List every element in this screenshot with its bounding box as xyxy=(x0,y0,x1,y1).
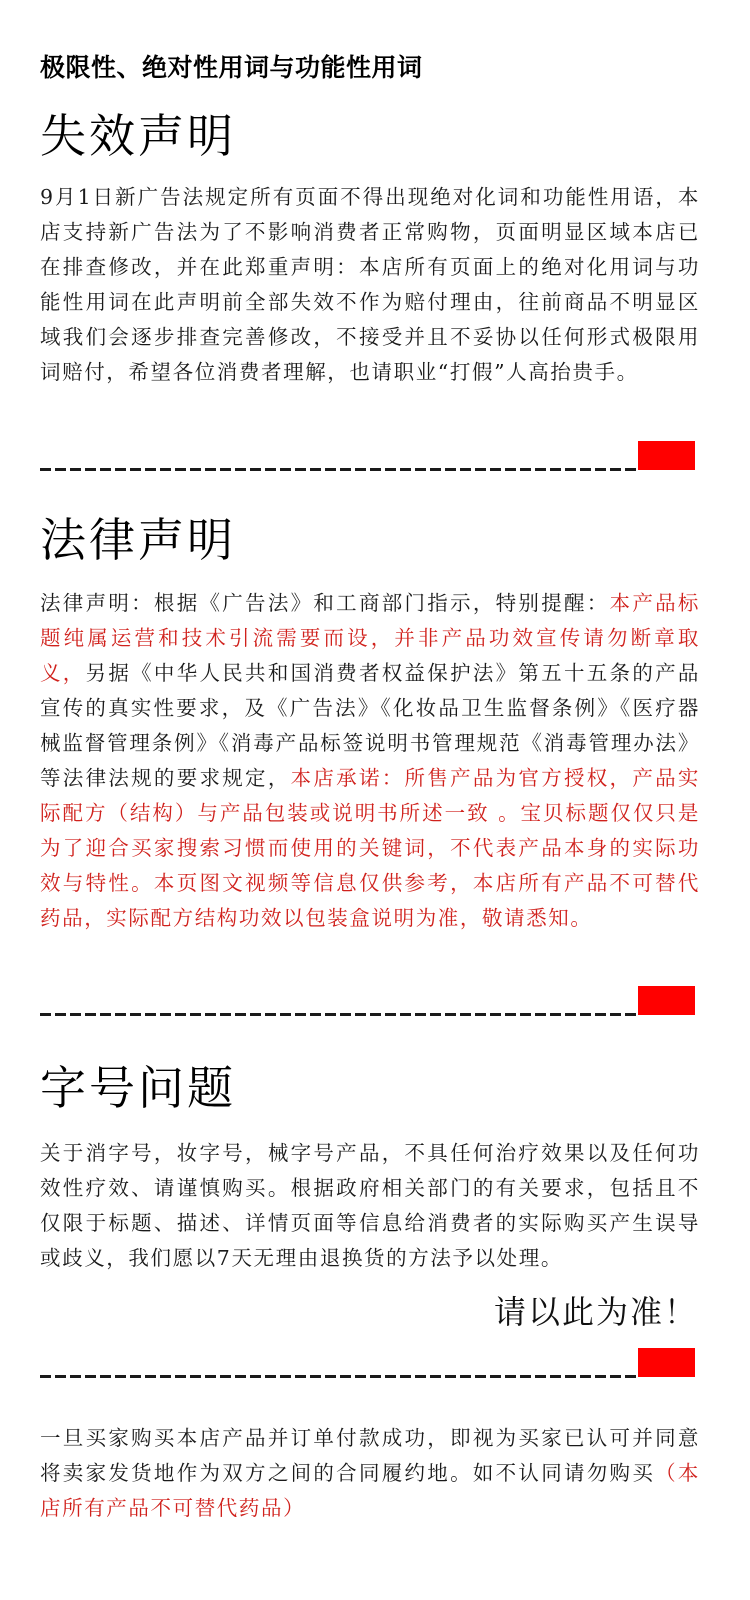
section-divider-3 xyxy=(40,1348,695,1382)
dashed-line xyxy=(40,468,636,471)
purchase-agreement-body: 一旦买家购买本店产品并订单付款成功，即视为买家已认可并同意将卖家发货地作为双方之间的合同履约地。如不认同请勿购买 xyxy=(40,1426,700,1485)
red-marker-block xyxy=(638,441,695,470)
legal-text-red-promise: 本店承诺：所售产品为官方授权，产品实际配方（结构）与产品包装或说明书所述一致 。宝贝标题仅仅只是为了迎合买家搜索习惯而使用的关键词，不代表产品本身的实际功效与特性。本页图文视频等信息仅供参考，本店所有产品不可替代药品，实际配方结构功效以包装盒说明为准，敬请悉知。 xyxy=(40,766,700,930)
legal-text-part1: 法律声明：根据《广告法》和工商部门指示，特别提醒： xyxy=(40,591,610,615)
section-title-legal: 法律声明 xyxy=(40,513,236,567)
dashed-line xyxy=(40,1013,636,1016)
red-marker-block xyxy=(638,986,695,1015)
section-title-invalidation: 失效声明 xyxy=(40,109,236,163)
section-title-license-number: 字号问题 xyxy=(40,1061,236,1115)
legal-text-part3: 另据《中华人民共和国消费者权益保护法》第五十五条的产品宣传的真实性要求，及《广告法》《化妆品卫生监督条例》《医疗器械监督管理条例》《消毒产品标签说明书管理规范《消毒管理办法》等法律法规的要求规定， xyxy=(40,661,701,790)
dashed-line xyxy=(40,1375,636,1378)
section-divider-2 xyxy=(40,986,695,1020)
legal-statement-text xyxy=(40,586,700,936)
red-marker-block xyxy=(638,1348,695,1377)
legal-text-red-note: 本产品标题纯属运营和技术引流需要而设，并非产品功效宣传请勿断章取义， xyxy=(40,591,700,685)
emphasis-text: 请以此为准！ xyxy=(493,1293,698,1331)
invalidation-statement-text: 9月1日新广告法规定所有页面不得出现绝对化词和功能性用语，本店支持新广告法为了不影响消费者正常购物，页面明显区域本店已在排查修改，并在此郑重声明：本店所有页面上的绝对化用词与功能性用词在此声明前全部失效不作为赔付理由，往前商品不明显区域我们会逐步排查完善修改，不接受并且不妥协以任何形式极限用词赔付，希望各位消费者理解，也请职业“打假”人高抬贵手。 xyxy=(40,185,700,384)
page-heading: 极限性、绝对性用词与功能性用词 xyxy=(40,53,423,82)
section-divider-1 xyxy=(40,441,695,475)
purchase-agreement-text xyxy=(40,1421,700,1526)
not-medicine-note: （本店所有产品不可替代药品） xyxy=(40,1461,701,1520)
license-number-text: 关于消字号，妆字号，械字号产品，不具任何治疗效果以及任何功效性疗效、请谨慎购买。根据政府相关部门的有关要求，包括且不仅限于标题、描述、详情页面等信息给消费者的实际购买产生误导或歧义，我们愿以7天无理由退换货的方法予以处理。 xyxy=(40,1141,700,1270)
